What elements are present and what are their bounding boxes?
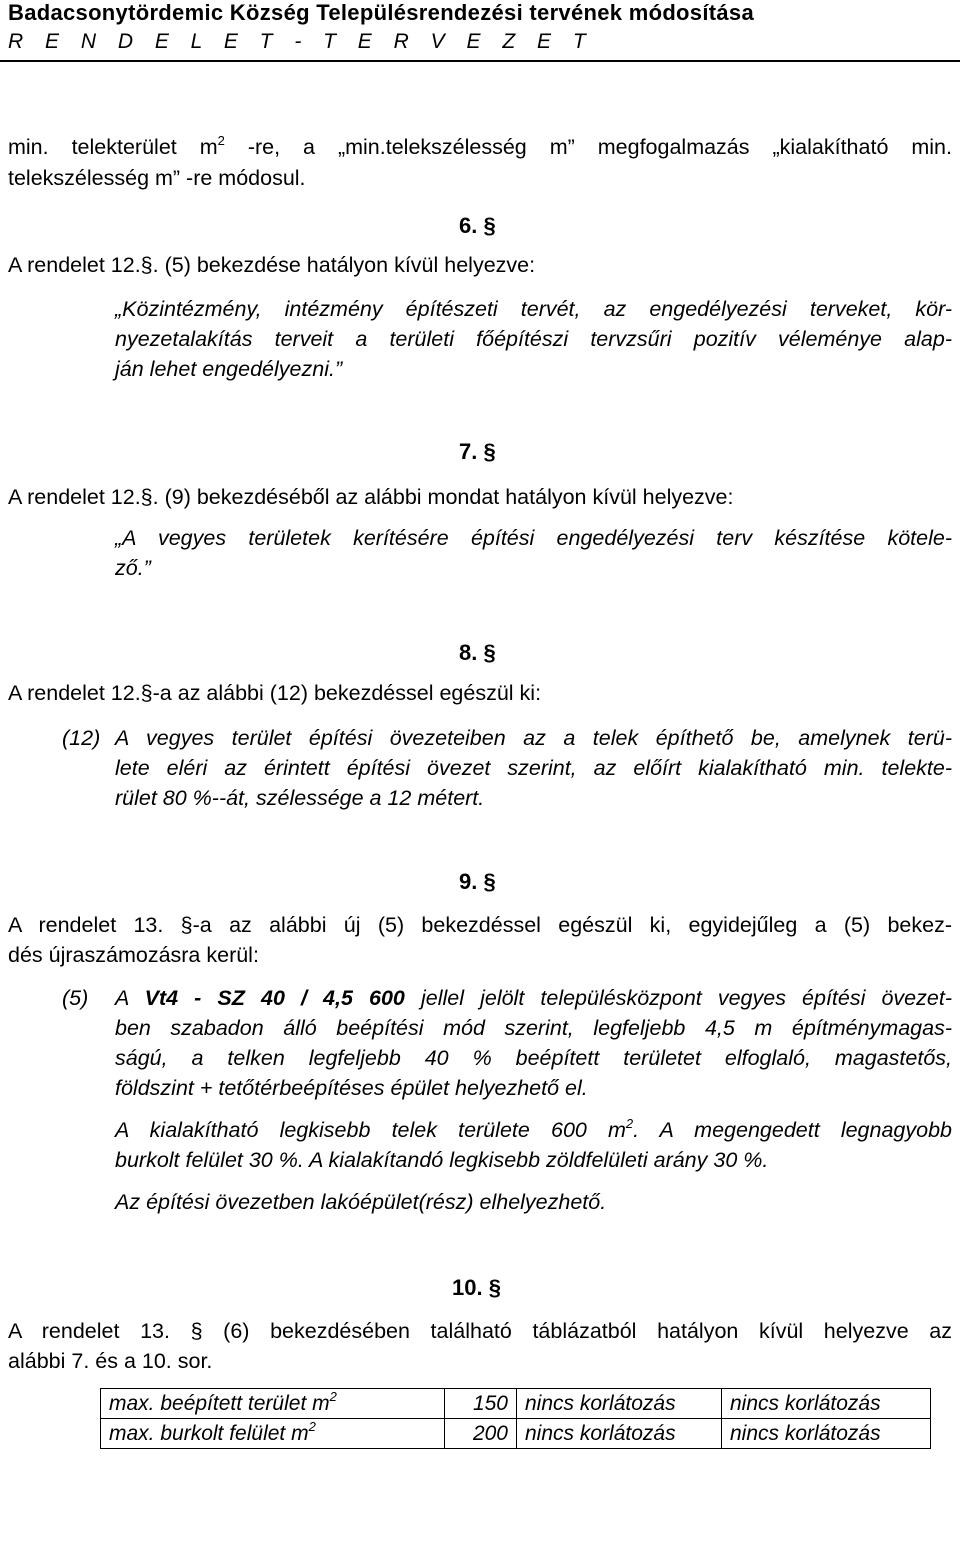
section-10-intro-line: alábbi 7. és a 10. sor. (8, 1349, 213, 1373)
intro-text-a: min. telekterület m (8, 135, 218, 159)
text: A kialakítható legkisebb telek területe 600 m (115, 1118, 626, 1142)
section-6-number: 6. § (459, 213, 496, 238)
section-9-intro-line: dés újraszámozásra kerül: (8, 943, 259, 967)
text: A (115, 986, 145, 1010)
section-8-para-line: rület 80 %--át, szélessége a 12 métert. (115, 786, 485, 810)
section-10-intro-line: A rendelet 13. § (6) bekezdésében található táblázatból hatályon kívül helyezve az (8, 1319, 952, 1343)
intro-text-b: -re, a „min.telekszélesség m” megfogalmazás „kialakítható min. (224, 135, 952, 159)
table-cell: nincs korlátozás (722, 1389, 931, 1419)
section-8-number: 8. § (459, 640, 496, 665)
text: . A megengedett legnagyobb (633, 1118, 953, 1142)
section-9-para3: Az építési övezetben lakóépület(rész) elhelyezhető. (115, 1190, 607, 1214)
table-cell-value: 150 (445, 1389, 517, 1419)
text: max. burkolt felület m (109, 1422, 309, 1445)
repealed-rows-table (100, 1388, 931, 1449)
zone-code: Vt4 - SZ 40 / 4,5 600 (144, 986, 405, 1010)
table-cell: nincs korlátozás (722, 1419, 931, 1449)
intro-line-2: telekszélesség m” -re módosul. (8, 166, 306, 190)
section-8-intro: A rendelet 12.§-a az alábbi (12) bekezdéssel egészül ki: (8, 681, 542, 705)
header-subtitle: R E N D E L E T - T E R V E Z E T (8, 30, 594, 53)
section-6-quote-line: ján lehet engedélyezni.” (115, 357, 343, 381)
text: max. beépített terület m (109, 1392, 330, 1415)
section-7-intro: A rendelet 12.§. (9) bekezdéséből az alábbi mondat hatályon kívül helyezve: (8, 485, 734, 509)
section-7-quote-line: „A vegyes területek kerítésére építési engedélyezési terv készítése kötele- (115, 526, 952, 550)
section-9-para-line-1 (115, 983, 952, 1013)
table-cell-label (101, 1419, 445, 1449)
text: jellel jelölt településközpont vegyes építési övezet- (404, 986, 952, 1010)
section-6-intro: A rendelet 12.§. (5) bekezdése hatályon kívül helyezve: (8, 253, 536, 277)
header-title: Badacsonytördemic Község Településrendezési tervének módosítása (8, 0, 754, 25)
superscript: 2 (625, 1116, 634, 1131)
table-cell: nincs korlátozás (517, 1419, 722, 1449)
section-9-para-label: (5) (62, 986, 89, 1010)
table-row (101, 1389, 931, 1419)
section-9-para-line: földszint + tetőtérbeépítéses épület helyezhető el. (115, 1076, 588, 1100)
table-cell: nincs korlátozás (517, 1389, 722, 1419)
table-cell-label (101, 1389, 445, 1419)
section-8-para-line: lete eléri az érintett építési övezet szerint, az előírt kialakítható min. telekte- (115, 756, 952, 780)
section-9-para2-line-2: burkolt felület 30 %. A kialakítandó legkisebb zöldfelületi arány 30 %. (115, 1148, 769, 1172)
section-6-quote-line: nyezetalakítás terveit a területi főépítészi tervzsűri pozitív véleménye alap- (115, 327, 952, 351)
section-9-para-line: ben szabadon álló beépítési mód szerint, legfeljebb 4,5 m építménymagas- (115, 1016, 952, 1040)
table-cell-value: 200 (445, 1419, 517, 1449)
superscript: 2 (217, 133, 225, 148)
section-9-number: 9. § (459, 869, 496, 894)
table-row (101, 1419, 931, 1449)
superscript: 2 (329, 1389, 337, 1404)
document-header (0, 0, 960, 62)
section-7-number: 7. § (459, 439, 496, 464)
intro-line-1 (8, 132, 952, 162)
section-6-quote-line: „Közintézmény, intézmény építészeti tervét, az engedélyezési terveket, kör- (115, 297, 952, 321)
section-7-quote-line: ző.” (115, 556, 151, 580)
section-10-number: 10. § (452, 1275, 501, 1300)
section-9-para2-line-1 (115, 1115, 952, 1145)
section-8-para-line: A vegyes terület építési övezeteiben az a telek építhető be, amelynek terü- (115, 726, 952, 750)
section-8-para-label: (12) (62, 726, 101, 750)
section-9-para-line: ságú, a telken legfeljebb 40 % beépített területet elfoglaló, magastetős, (115, 1046, 952, 1070)
section-9-intro-line: A rendelet 13. §-a az alábbi új (5) bekezdéssel egészül ki, egyidejűleg a (5) bekez- (8, 913, 952, 937)
superscript: 2 (308, 1419, 316, 1434)
